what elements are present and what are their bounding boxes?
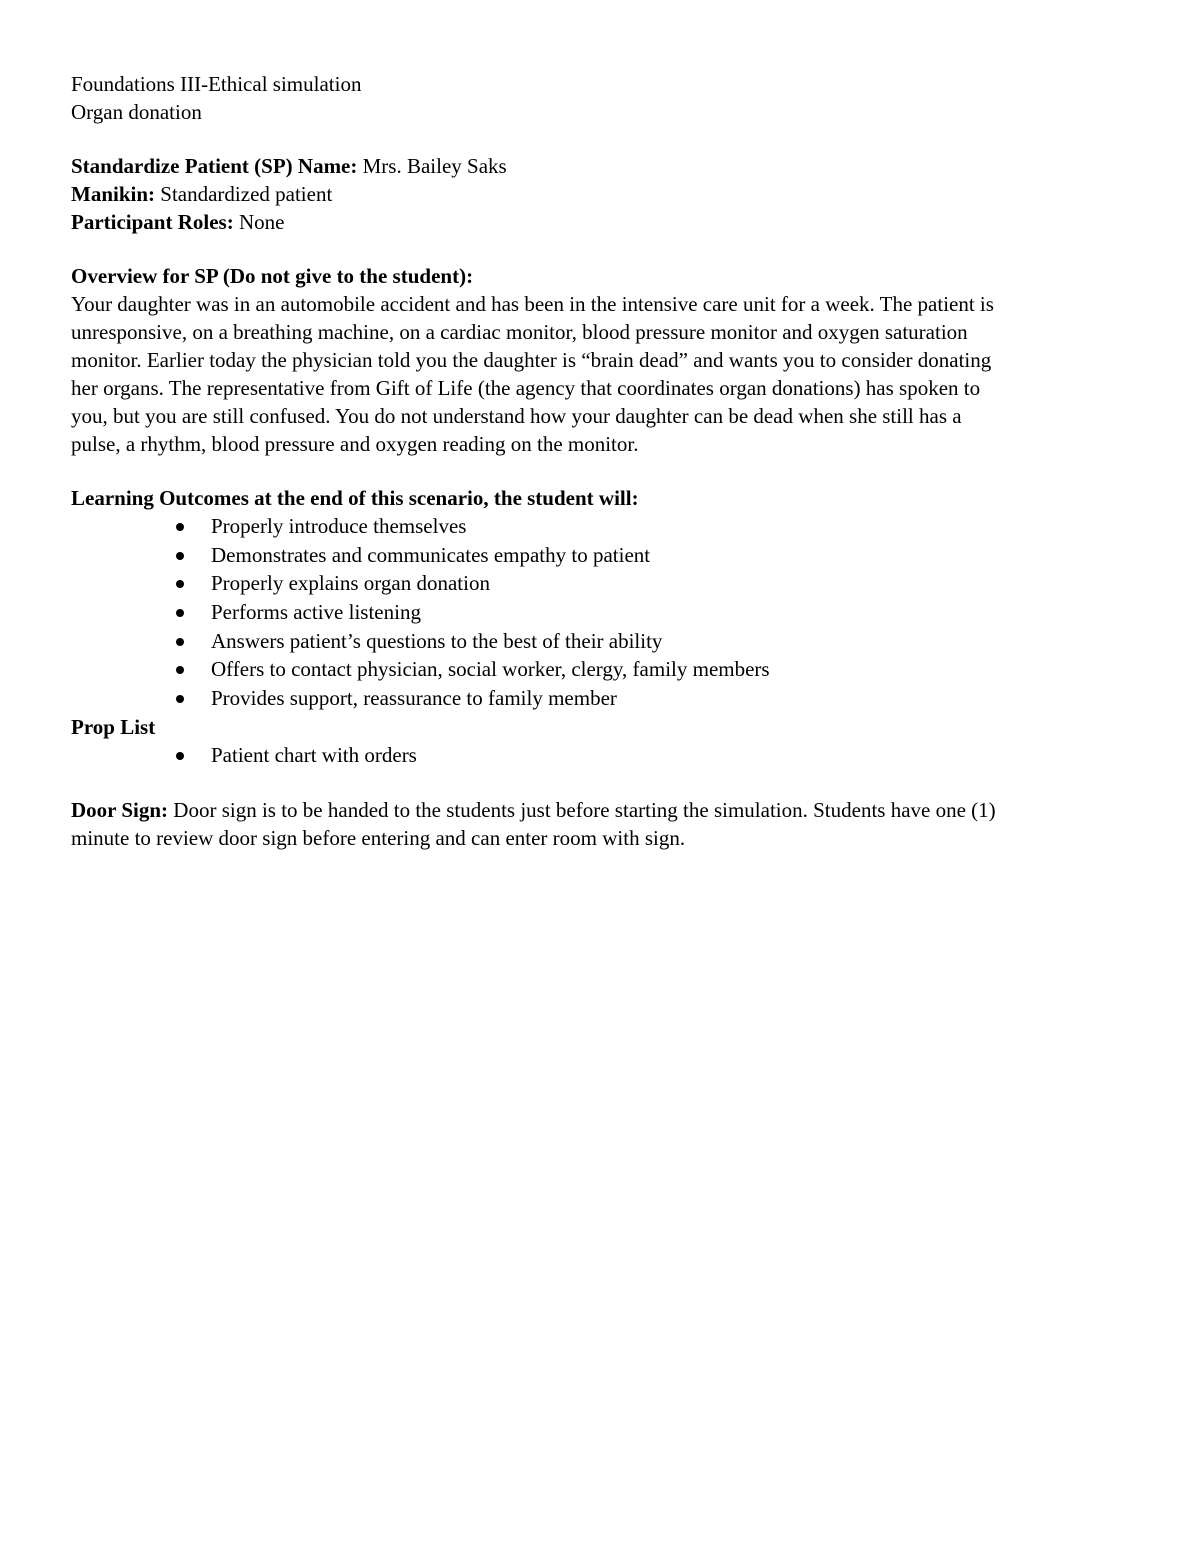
list-item-text: Answers patient’s questions to the best of their ability [211, 628, 663, 653]
bullet-icon [176, 552, 184, 560]
list-item [211, 541, 1131, 570]
spacer [71, 458, 1131, 484]
prop-list-heading: Prop List [71, 714, 156, 739]
overview-heading: Overview for SP (Do not give to the student): [71, 264, 474, 288]
list-item [211, 627, 1131, 656]
list-item [211, 569, 1131, 598]
list-item [211, 741, 1131, 770]
door-sign-text: Door sign is to be handed to the students just before starting the simulation. Students have one (1) [168, 797, 996, 822]
sp-name-value: Mrs. Bailey Saks [357, 154, 507, 178]
spacer [71, 126, 1131, 152]
prop-list [71, 741, 1131, 770]
list-item [211, 598, 1131, 627]
overview-line: pulse, a rhythm, blood pressure and oxygen reading on the monitor. [71, 432, 639, 456]
learning-outcomes-heading: Learning Outcomes at the end of this scenario, the student will: [71, 486, 639, 510]
overview-line: her organs. The representative from Gift of Life (the agency that coordinates organ donations) has spoken to [71, 376, 981, 400]
document-subtitle: Organ donation [71, 100, 202, 124]
sp-name-label: Standardize Patient (SP) Name: [71, 154, 358, 178]
list-item-text: Provides support, reassurance to family member [211, 686, 617, 711]
bullet-icon [176, 695, 184, 703]
door-sign-line: minute to review door sign before entering and can enter room with sign. [71, 825, 686, 850]
list-item-text: Properly introduce themselves [211, 514, 467, 538]
list-item-text: Demonstrates and communicates empathy to patient [211, 542, 651, 567]
participant-roles-value: None [233, 210, 285, 234]
overview-paragraph [71, 290, 1121, 458]
door-sign-label: Door Sign: [71, 797, 169, 822]
door-sign-paragraph [71, 796, 1121, 852]
list-item-text: Properly explains organ donation [211, 571, 490, 596]
learning-outcomes-list [71, 512, 1131, 713]
bullet-icon [176, 609, 184, 617]
spacer [71, 770, 1131, 796]
list-item [211, 684, 1131, 713]
overview-line: Your daughter was in an automobile accident and has been in the intensive care unit for a week. The patient is [71, 292, 994, 316]
manikin-label: Manikin: [71, 182, 156, 206]
manikin-field [71, 180, 1131, 208]
document-page [71, 70, 1131, 852]
spacer [71, 236, 1131, 262]
bullet-icon [176, 666, 184, 674]
overview-line: you, but you are still confused. You do not understand how your daughter can be dead when she still has a [71, 404, 962, 428]
sp-name-field [71, 152, 1131, 180]
bullet-icon [176, 752, 184, 760]
document-title: Foundations III-Ethical simulation [71, 72, 362, 96]
list-item-text: Patient chart with orders [211, 742, 417, 767]
overview-line: unresponsive, on a breathing machine, on a cardiac monitor, blood pressure monitor and oxygen saturation [71, 320, 968, 344]
list-item [211, 655, 1131, 684]
participant-roles-field [71, 208, 1131, 236]
bullet-icon [176, 523, 184, 531]
bullet-icon [176, 580, 184, 588]
manikin-value: Standardized patient [155, 182, 333, 206]
list-item-text: Offers to contact physician, social worker, clergy, family members [211, 657, 770, 682]
overview-line: monitor. Earlier today the physician told you the daughter is “brain dead” and wants you to consider donating [71, 348, 992, 372]
list-item-text: Performs active listening [211, 600, 421, 625]
door-sign-line [71, 796, 1121, 824]
list-item [211, 512, 1131, 541]
bullet-icon [176, 638, 184, 646]
participant-roles-label: Participant Roles: [71, 210, 234, 234]
